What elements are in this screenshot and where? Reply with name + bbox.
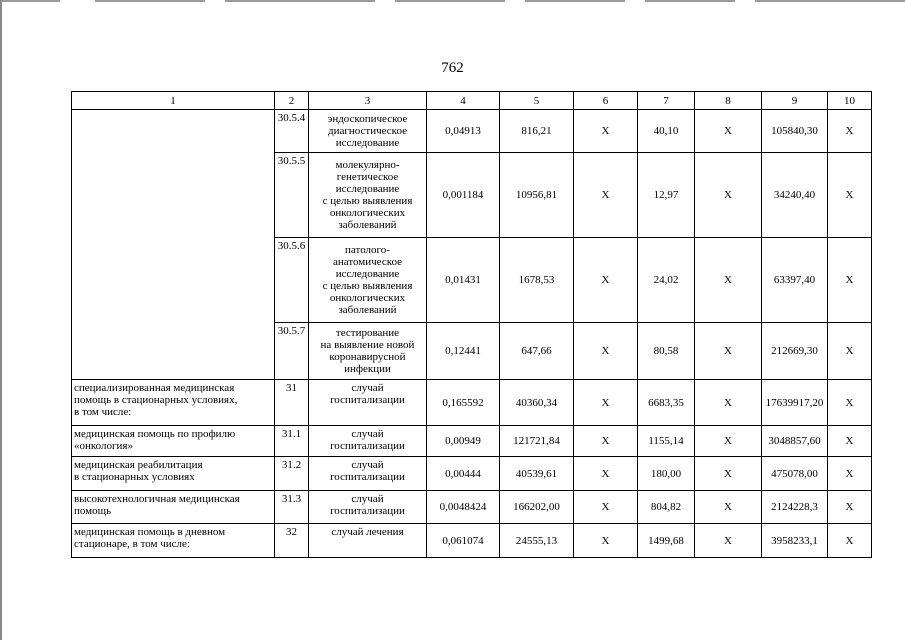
cell-col-10: Х bbox=[828, 323, 872, 380]
cell-col-6: Х bbox=[574, 153, 638, 238]
cell-col-8: Х bbox=[695, 457, 762, 491]
cell-col-7: 40,10 bbox=[638, 110, 695, 153]
cell-col-4: 0,12441 bbox=[427, 323, 500, 380]
data-table bbox=[71, 91, 872, 558]
cell-col-10: Х bbox=[828, 491, 872, 524]
row-code: 30.5.6 bbox=[275, 238, 309, 323]
row-unit: случай госпитализации bbox=[309, 426, 427, 457]
cell-col-7: 804,82 bbox=[638, 491, 695, 524]
cell-col-10: Х bbox=[828, 153, 872, 238]
cell-col-7: 1155,14 bbox=[638, 426, 695, 457]
table-row bbox=[72, 491, 872, 524]
column-header-7: 7 bbox=[638, 92, 695, 110]
cell-col-9: 3048857,60 bbox=[762, 426, 828, 457]
column-header-5: 5 bbox=[500, 92, 574, 110]
cell-col-5: 24555,13 bbox=[500, 524, 574, 558]
table-row bbox=[72, 380, 872, 426]
cell-col-10: Х bbox=[828, 238, 872, 323]
cell-col-8: Х bbox=[695, 323, 762, 380]
cell-col-5: 121721,84 bbox=[500, 426, 574, 457]
column-header-4: 4 bbox=[427, 92, 500, 110]
row-code: 30.5.5 bbox=[275, 153, 309, 238]
row-unit: тестирование на выявление новой коронавирусной инфекции bbox=[309, 323, 427, 380]
cell-col-4: 0,04913 bbox=[427, 110, 500, 153]
cell-col-4: 0,00444 bbox=[427, 457, 500, 491]
cell-col-9: 34240,40 bbox=[762, 153, 828, 238]
row-unit: патолого- анатомическое исследование с целью выявления онкологических заболеваний bbox=[309, 238, 427, 323]
cell-col-4: 0,165592 bbox=[427, 380, 500, 426]
cell-col-5: 816,21 bbox=[500, 110, 574, 153]
row-code: 31.1 bbox=[275, 426, 309, 457]
row-code: 31 bbox=[275, 380, 309, 426]
row-label: медицинская реабилитация в стационарных условиях bbox=[72, 457, 275, 491]
cell-col-10: Х bbox=[828, 426, 872, 457]
header-row bbox=[72, 92, 872, 110]
cell-col-7: 6683,35 bbox=[638, 380, 695, 426]
cell-col-4: 0,01431 bbox=[427, 238, 500, 323]
row-label: высокотехнологичная медицинская помощь bbox=[72, 491, 275, 524]
column-header-6: 6 bbox=[574, 92, 638, 110]
column-header-1: 1 bbox=[72, 92, 275, 110]
row-unit: эндоскопическое диагностическое исследование bbox=[309, 110, 427, 153]
table-row bbox=[72, 457, 872, 491]
row-label: медицинская помощь по профилю «онкология» bbox=[72, 426, 275, 457]
cell-col-6: Х bbox=[574, 238, 638, 323]
cell-col-6: Х bbox=[574, 524, 638, 558]
cell-col-5: 40539,61 bbox=[500, 457, 574, 491]
cell-col-6: Х bbox=[574, 323, 638, 380]
cell-col-10: Х bbox=[828, 524, 872, 558]
table-row bbox=[72, 426, 872, 457]
cell-col-5: 40360,34 bbox=[500, 380, 574, 426]
cell-col-6: Х bbox=[574, 380, 638, 426]
cell-col-10: Х bbox=[828, 457, 872, 491]
table-row bbox=[72, 524, 872, 558]
cell-col-6: Х bbox=[574, 457, 638, 491]
column-header-2: 2 bbox=[275, 92, 309, 110]
page-number: 762 bbox=[441, 60, 464, 76]
cell-col-4: 0,00949 bbox=[427, 426, 500, 457]
cell-col-9: 105840,30 bbox=[762, 110, 828, 153]
cell-col-7: 1499,68 bbox=[638, 524, 695, 558]
column-header-3: 3 bbox=[309, 92, 427, 110]
column-header-8: 8 bbox=[695, 92, 762, 110]
column-header-10: 10 bbox=[828, 92, 872, 110]
cell-col-8: Х bbox=[695, 110, 762, 153]
cell-col-4: 0,061074 bbox=[427, 524, 500, 558]
cell-col-7: 80,58 bbox=[638, 323, 695, 380]
column-header-9: 9 bbox=[762, 92, 828, 110]
table-row bbox=[72, 110, 872, 153]
cell-col-9: 3958233,1 bbox=[762, 524, 828, 558]
row-unit: молекулярно- генетическое исследование с целью выявления онкологических заболеваний bbox=[309, 153, 427, 238]
cell-col-7: 180,00 bbox=[638, 457, 695, 491]
scan-border-top bbox=[0, 0, 905, 4]
cell-col-8: Х bbox=[695, 153, 762, 238]
scan-border-left bbox=[0, 0, 2, 640]
cell-col-9: 63397,40 bbox=[762, 238, 828, 323]
cell-col-5: 10956,81 bbox=[500, 153, 574, 238]
row-unit: случай госпитализации bbox=[309, 457, 427, 491]
row-code: 30.5.7 bbox=[275, 323, 309, 380]
cell-col-6: Х bbox=[574, 110, 638, 153]
cell-col-9: 475078,00 bbox=[762, 457, 828, 491]
cell-col-9: 17639917,20 bbox=[762, 380, 828, 426]
row-code: 30.5.4 bbox=[275, 110, 309, 153]
cell-col-6: Х bbox=[574, 491, 638, 524]
row-unit: случай госпитализации bbox=[309, 491, 427, 524]
cell-col-8: Х bbox=[695, 426, 762, 457]
cell-col-7: 24,02 bbox=[638, 238, 695, 323]
cell-col-4: 0,0048424 bbox=[427, 491, 500, 524]
cell-col-10: Х bbox=[828, 110, 872, 153]
cell-col-8: Х bbox=[695, 380, 762, 426]
row-unit: случай госпитализации bbox=[309, 380, 427, 426]
cell-col-6: Х bbox=[574, 426, 638, 457]
cell-col-5: 1678,53 bbox=[500, 238, 574, 323]
cell-col-9: 212669,30 bbox=[762, 323, 828, 380]
row-unit: случай лечения bbox=[309, 524, 427, 558]
cell-col-4: 0,001184 bbox=[427, 153, 500, 238]
cell-col-8: Х bbox=[695, 491, 762, 524]
row-label: специализированная медицинская помощь в стационарных условиях, в том числе: bbox=[72, 380, 275, 426]
row-label-empty bbox=[72, 110, 275, 380]
row-code: 31.3 bbox=[275, 491, 309, 524]
cell-col-7: 12,97 bbox=[638, 153, 695, 238]
row-code: 32 bbox=[275, 524, 309, 558]
cell-col-10: Х bbox=[828, 380, 872, 426]
row-code: 31.2 bbox=[275, 457, 309, 491]
cell-col-9: 2124228,3 bbox=[762, 491, 828, 524]
cell-col-5: 647,66 bbox=[500, 323, 574, 380]
cell-col-8: Х bbox=[695, 238, 762, 323]
cell-col-8: Х bbox=[695, 524, 762, 558]
row-label: медицинская помощь в дневном стационаре, в том числе: bbox=[72, 524, 275, 558]
cell-col-5: 166202,00 bbox=[500, 491, 574, 524]
